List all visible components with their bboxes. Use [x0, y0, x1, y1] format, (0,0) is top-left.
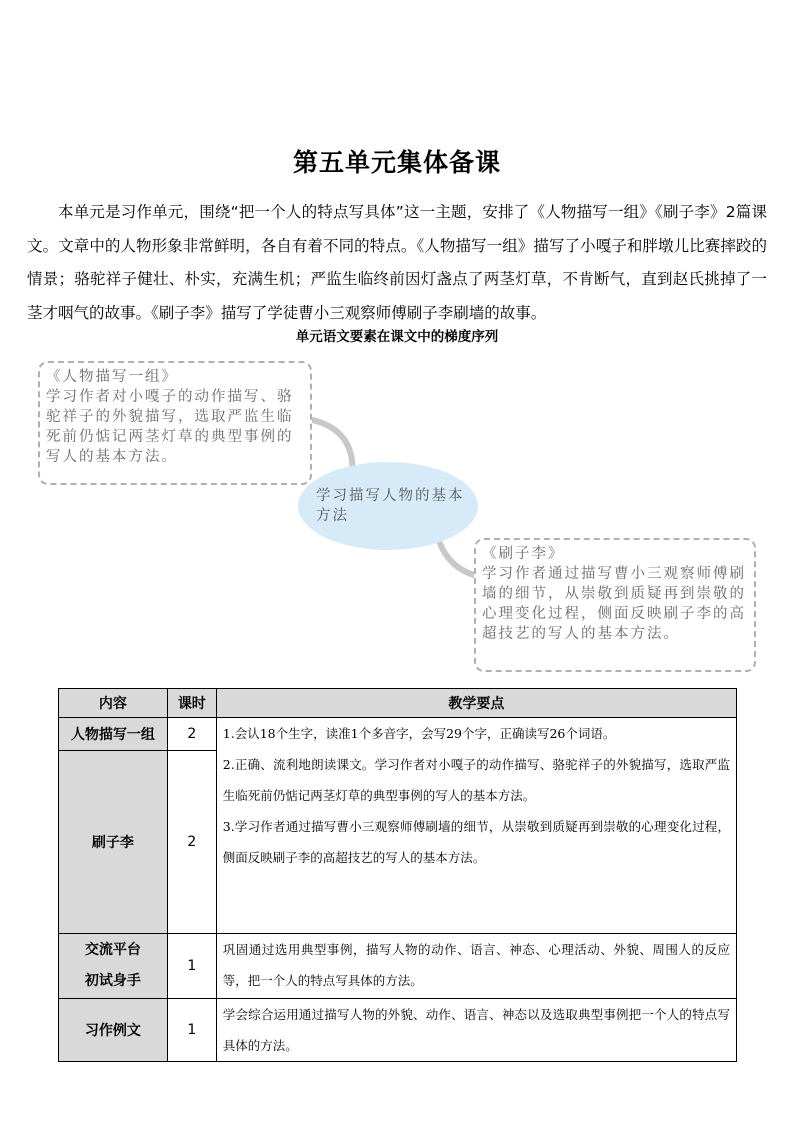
row-points: 学会综合运用通过描写人物的外貌、动作、语言、神态以及选取典型事例把一个人的特点写具体的方法。 — [216, 999, 736, 1062]
shared-points-cell — [216, 718, 736, 934]
row-hours: 2 — [167, 718, 216, 751]
row-name: 人物描写一组 — [59, 718, 168, 751]
concept-diagram — [0, 350, 794, 685]
row-hours: 2 — [167, 751, 216, 934]
table-row — [59, 934, 737, 999]
box2-title: 《刷子李》 — [482, 546, 565, 562]
renwu-miaoxie-box — [38, 361, 312, 485]
header-content: 内容 — [59, 689, 168, 718]
table-header-row — [59, 689, 737, 718]
row-hours: 1 — [167, 999, 216, 1062]
diagram-heading: 单元语文要素在课文中的梯度序列 — [295, 329, 499, 345]
row-hours: 1 — [167, 934, 216, 999]
point-item: 2.正确、流利地朗读课文。学习作者对小嘎子的动作描写、骆驼祥子的外貌描写，选取严监生临死前仍惦记两茎灯草的典型事例的写人的基本方法。 — [222, 757, 730, 803]
table-row — [59, 718, 737, 751]
row-name: 刷子李 — [59, 751, 168, 934]
page-title: 第五单元集体备课 — [292, 148, 501, 177]
box1-text: 学习作者对小嘎子的动作描写、骆驼祥子的外貌描写，选取严监生临死前仍惦记两茎灯草的典型事例的写人的基本方法。 — [46, 389, 294, 465]
header-hours: 课时 — [167, 689, 216, 718]
point-item: 1.会认18个生字，读准1个多音字，会写29个字，正确读写26个词语。 — [222, 726, 616, 741]
row-name-line: 交流平台 — [84, 942, 141, 958]
row-name: 习作例文 — [59, 999, 168, 1062]
lesson-plan-table — [58, 688, 737, 1062]
row-points: 巩固通过选用典型事例，描写人物的动作、语言、神态、心理活动、外貌、周围人的反应等，把一个人的特点写具体的方法。 — [216, 934, 736, 999]
point-item: 3.学习作者通过描写曹小三观察师傅刷墙的细节，从崇敬到质疑再到崇敬的心理变化过程，侧面反映刷子李的高超技艺的写人的基本方法。 — [222, 819, 730, 865]
header-points: 教学要点 — [216, 689, 736, 718]
row-name — [59, 934, 168, 999]
box2-text: 学习作者通过描写曹小三观察师傅刷墙的细节，从崇敬到质疑再到崇敬的心理变化过程，侧面反映刷子李的高超技艺的写人的基本方法。 — [482, 566, 746, 642]
intro-paragraph: 本单元是习作单元，围绕“把一个人的特点写具体”这一主题，安排了《人物描写一组》《刷子李》2篇课文。文章中的人物形象非常鲜明，各自有着不同的特点。《人物描写一组》描写了小嘎子和胖墩儿比赛摔跤的情景；骆驼祥子健壮、朴实，充满生机；严监生临终前因灯盏点了两茎灯草，不肯断气，直到赵氏挑掉了一茎才咽气的故事。《刷子李》描写了学徒曹小三观察师傅刷子李刷墙的故事。 — [27, 203, 767, 322]
row-name-line: 初试身手 — [84, 973, 141, 989]
center-node-label: 学习描写人物的基本方法 — [316, 488, 465, 524]
table-row — [59, 999, 737, 1062]
box1-title: 《人物描写一组》 — [46, 369, 178, 385]
shuazili-box — [474, 538, 756, 672]
